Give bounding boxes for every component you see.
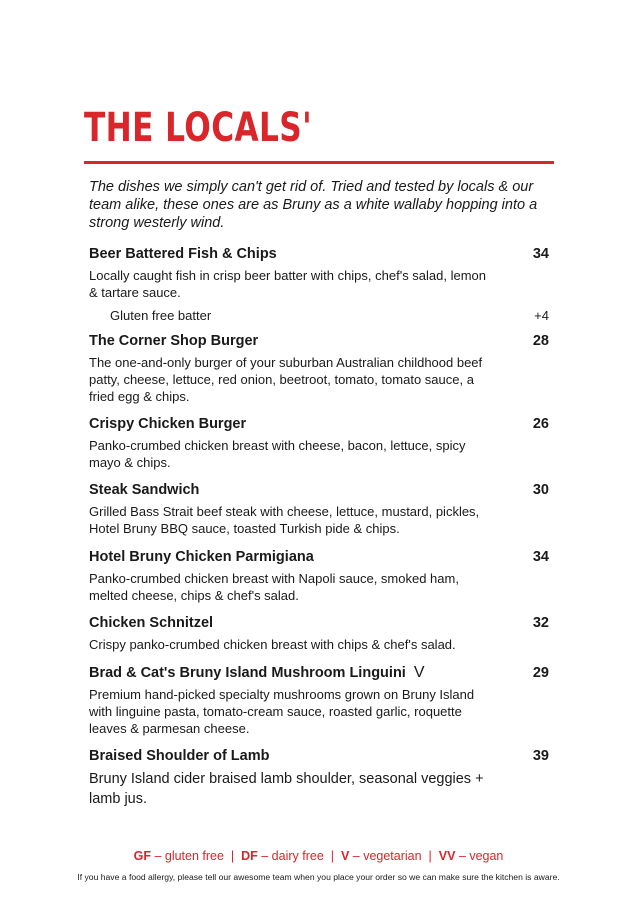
item-price: 34 — [532, 246, 549, 262]
legend-code: V — [340, 849, 350, 863]
item-description: Bruny Island cider braised lamb shoulder, seasonal veggies + lamb jus. — [89, 771, 484, 807]
item-price: 32 — [532, 615, 549, 631]
item-price: 26 — [532, 416, 549, 432]
item-price: 39 — [532, 748, 549, 764]
item-name: Beer Battered Fish & Chips — [89, 246, 277, 262]
item-name: Hotel Bruny Chicken Parmigiana — [89, 549, 314, 565]
menu-items — [89, 244, 549, 812]
item-description: Panko-crumbed chicken breast with Napoli sauce, smoked ham, melted cheese, chips & chef's salad. — [89, 571, 459, 603]
intro-text: The dishes we simply can't get rid of. Tried and tested by locals & our team alike, these ones are as Bruny as a white wallaby hopping into a strong westerly wind. — [89, 179, 538, 231]
legend-code: VV — [438, 849, 456, 863]
legend-code: DF — [241, 849, 258, 863]
addon-label: Gluten free batter — [110, 308, 212, 323]
item-name: Braised Shoulder of Lamb — [89, 748, 270, 764]
vegetarian-tag: V — [413, 664, 425, 681]
menu-item — [89, 244, 549, 331]
item-name: Brad & Cat's Bruny Island Mushroom Linguini — [89, 665, 406, 681]
legend-text: – vegan — [458, 849, 504, 863]
item-price: 29 — [532, 665, 549, 681]
legend-separator: | — [230, 849, 235, 863]
item-description: Locally caught fish in crisp beer batter with chips, chef's salad, lemon & tartare sauce. — [89, 268, 487, 300]
item-name: Crispy Chicken Burger — [89, 416, 247, 432]
legend-text: – dairy free — [261, 849, 324, 863]
item-name: Chicken Schnitzel — [89, 615, 214, 631]
item-description: Crispy panko-crumbed chicken breast with chips & chef's salad. — [89, 637, 456, 652]
title-divider — [84, 161, 554, 164]
item-description: Panko-crumbed chicken breast with cheese, bacon, lettuce, spicy mayo & chips. — [89, 438, 466, 470]
item-name: Steak Sandwich — [89, 482, 200, 498]
item-price: 30 — [532, 482, 549, 498]
dietary-legend — [0, 849, 637, 863]
legend-separator: | — [428, 849, 432, 863]
legend-separator: | — [330, 849, 334, 863]
addon-price: +4 — [534, 308, 549, 323]
item-addon — [110, 307, 549, 325]
legend-code: GF — [133, 849, 151, 863]
menu-item — [89, 414, 549, 480]
legend-text: – gluten free — [154, 849, 224, 863]
menu-item — [89, 547, 549, 613]
item-description: Grilled Bass Strait beef steak with cheese, lettuce, mustard, pickles, Hotel Bruny BBQ sauce, toasted Turkish pide & chips. — [89, 504, 480, 536]
item-name: The Corner Shop Burger — [89, 333, 259, 349]
allergy-note: If you have a food allergy, please tell our awesome team when you place your order so we can make sure the kitchen is aware. — [77, 872, 560, 882]
menu-item — [89, 331, 549, 414]
item-description: Premium hand-picked specialty mushrooms grown on Bruny Island with linguine pasta, tomato-cream sauce, roasted garlic, roquette leaves & parmesan cheese. — [89, 687, 475, 736]
menu-item — [89, 613, 549, 663]
item-price: 28 — [532, 333, 549, 349]
menu-item — [89, 480, 549, 547]
item-description: The one-and-only burger of your suburban Australian childhood beef patty, cheese, lettuce, red onion, beetroot, tomato, tomato sauce, a fried egg & chips. — [89, 355, 483, 404]
page-title: THE LOCALS' — [84, 105, 313, 151]
menu-item — [89, 663, 549, 746]
legend-text: – vegetarian — [352, 849, 422, 863]
menu-item — [89, 746, 549, 812]
item-price: 34 — [532, 549, 549, 565]
